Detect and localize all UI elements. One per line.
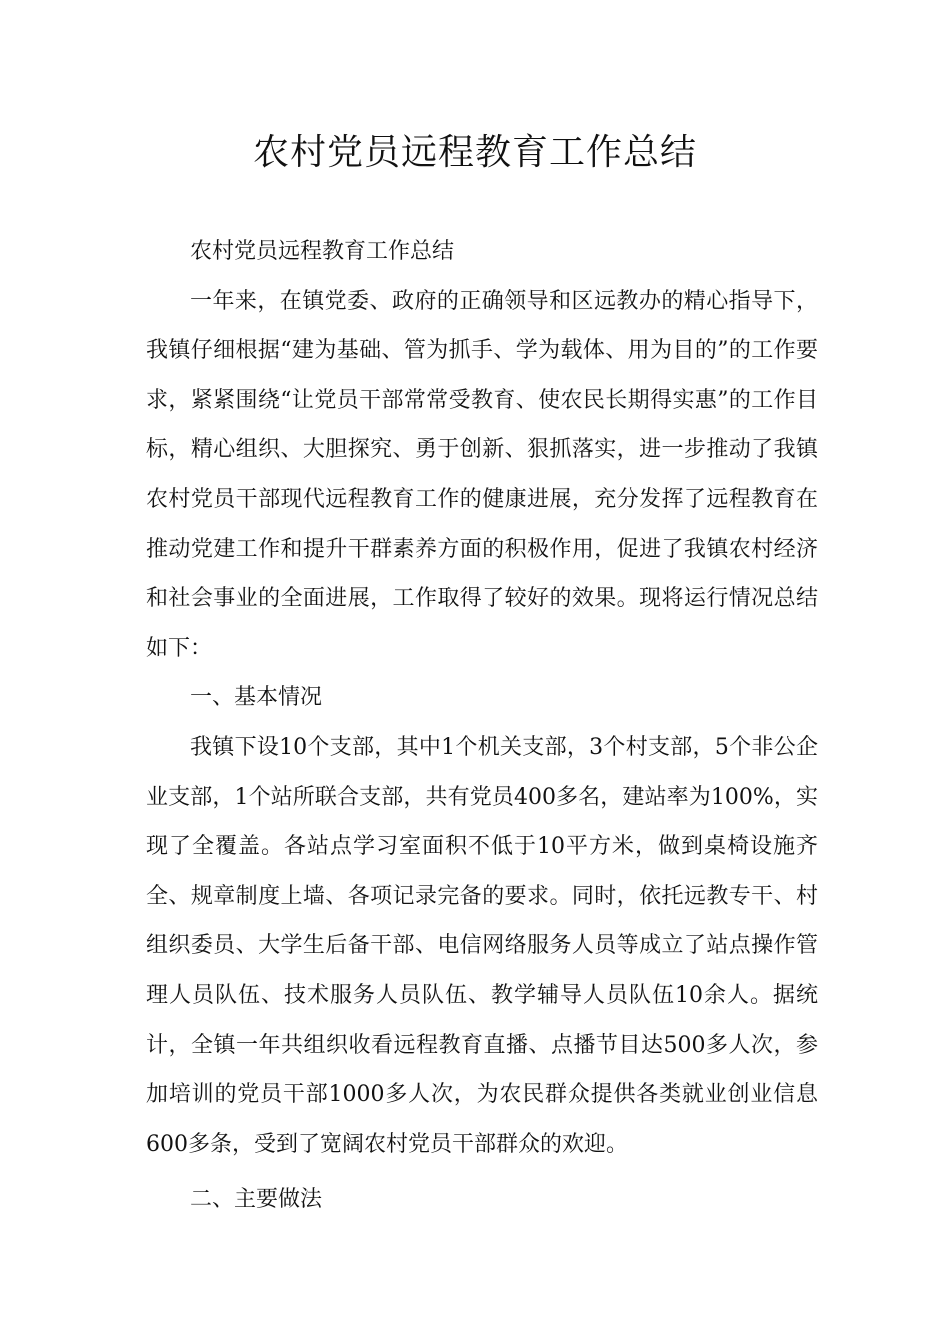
document-body [146, 227, 818, 1225]
basic-situation-paragraph: 我镇下设10个支部，其中1个机关支部，3个村支部，5个非公企业支部，1个站所联合支部，共有党员400多名，建站率为100%，实现了全覆盖。各站点学习室面积不低于10平方米，做到桌椅设施齐全、规章制度上墙、各项记录完备的要求。同时，依托远教专干、村组织委员、大学生后备干部、电信网络服务人员等成立了站点操作管理人员队伍、技术服务人员队伍、教学辅导人员队伍10余人。据统计，全镇一年共组织收看远程教育直播、点播节目达500多人次，参加培训的党员干部1000多人次，为农民群众提供各类就业创业信息600多条，受到了宽阔农村党员干部群众的欢迎。 [146, 734, 818, 1157]
section-heading-methods: 二、主要做法 [190, 1187, 323, 1213]
intro-paragraph: 一年来，在镇党委、政府的正确领导和区远教办的精心指导下，我镇仔细根据“建为基础、管为抓手、学为载体、用为目的”的工作要求，紧紧围绕“让党员干部常常受教育、使农民长期得实惠”的工作目标，精心组织、大胆探究、勇于创新、狠抓落实，进一步推动了我镇农村党员干部现代远程教育工作的健康进展，充分发挥了远程教育在推动党建工作和提升干群素养方面的积极作用，促进了我镇农村经济和社会事业的全面进展，工作取得了较好的效果。现将运行情况总结如下： [146, 288, 818, 661]
document-subtitle: 农村党员远程教育工作总结 [190, 239, 455, 264]
section-heading-basic: 一、基本情况 [190, 685, 323, 711]
document-title: 农村党员远程教育工作总结 [252, 132, 697, 173]
